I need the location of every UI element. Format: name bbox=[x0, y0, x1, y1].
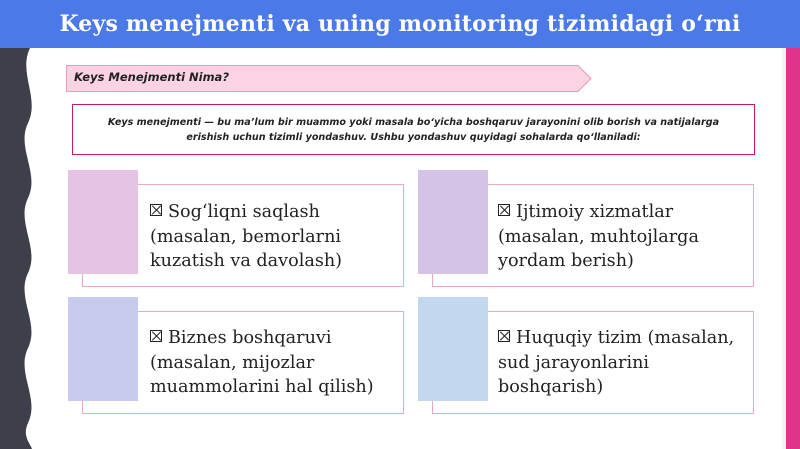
intro-text: Keys menejmenti — bu ma’lum bir muammo yoki masala bo‘yicha boshqaruv jarayonini olib borish va natijalarga erishish uchun tizimli yondashuv. Ushbu yondashuv quyidagi sohalarda qo‘llaniladi: bbox=[107, 116, 720, 143]
card-line: yordam berish) bbox=[498, 251, 634, 271]
left-wave-decoration bbox=[0, 48, 50, 449]
card-line: (masalan, muhtojlarga bbox=[498, 226, 699, 247]
card-line: Sog‘liqni saqlash bbox=[168, 202, 320, 222]
card-color-square bbox=[68, 170, 138, 274]
card-line: (masalan, mijozlar bbox=[150, 352, 315, 373]
section-heading-text: Keys Menejmenti Nima? bbox=[74, 70, 229, 84]
card-text bbox=[498, 200, 699, 274]
card-color-square bbox=[68, 297, 138, 401]
right-accent-strip bbox=[786, 48, 800, 449]
card-line: Biznes boshqaruvi bbox=[168, 328, 332, 348]
title-bar bbox=[0, 0, 800, 48]
checkbox-icon bbox=[498, 204, 510, 216]
section-heading bbox=[66, 65, 592, 92]
card-color-square bbox=[418, 297, 488, 401]
card-color-square bbox=[418, 170, 488, 274]
card-text bbox=[150, 326, 374, 400]
checkbox-icon bbox=[498, 330, 510, 342]
checkbox-icon bbox=[150, 330, 162, 342]
card-line: Ijtimoiy xizmatlar bbox=[516, 202, 674, 222]
card-line: Huquqiy tizim (masalan, bbox=[516, 328, 735, 348]
card-line: boshqarish) bbox=[498, 377, 604, 397]
slide-title: Keys menejmenti va uning monitoring tizimidagi o‘rni bbox=[59, 11, 741, 37]
card-text bbox=[498, 326, 734, 400]
intro-box bbox=[72, 104, 755, 155]
card-line: sud jarayonlarini bbox=[498, 352, 650, 373]
card-text bbox=[150, 200, 342, 274]
card-line: (masalan, bemorlarni bbox=[150, 226, 342, 247]
card-line: kuzatish va davolash) bbox=[150, 251, 343, 271]
checkbox-icon bbox=[150, 204, 162, 216]
card-line: muammolarini hal qilish) bbox=[150, 377, 374, 397]
